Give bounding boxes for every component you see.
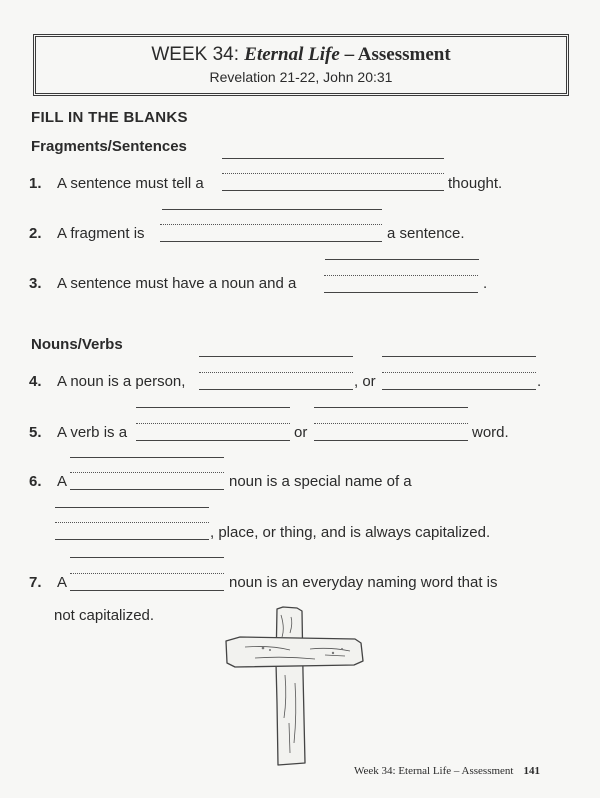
subsection-nouns-verbs: Nouns/Verbs xyxy=(31,336,123,353)
question-number: 7. xyxy=(29,574,42,591)
question-text: A xyxy=(57,574,68,591)
answer-guide-line xyxy=(70,457,224,458)
question-text: a sentence. xyxy=(387,225,465,242)
question-text: word. xyxy=(472,424,509,441)
answer-guide-line xyxy=(199,356,353,357)
page-title xyxy=(33,44,569,66)
question-text: thought. xyxy=(448,175,503,192)
title-dash: – xyxy=(339,44,358,65)
answer-blank[interactable] xyxy=(382,372,536,390)
question-number: 5. xyxy=(29,424,42,441)
question-text: A sentence must tell a xyxy=(57,175,204,192)
question-number: 2. xyxy=(29,225,42,242)
subsection-fragments-sentences: Fragments/Sentences xyxy=(31,138,187,155)
question-text: A sentence must have a noun and a xyxy=(57,275,297,292)
question-number: 1. xyxy=(29,175,42,192)
answer-blank[interactable] xyxy=(324,275,478,293)
question-text: A xyxy=(57,473,68,490)
question-text: A verb is a xyxy=(57,424,128,441)
answer-guide-line xyxy=(55,507,209,508)
question-text: . xyxy=(537,373,542,390)
question-text: A noun is a person, xyxy=(57,373,186,390)
question-text: or xyxy=(294,424,308,441)
answer-blank[interactable] xyxy=(55,522,209,540)
answer-blank[interactable] xyxy=(314,423,468,441)
question-text: . xyxy=(483,275,488,292)
question-text: not capitalized. xyxy=(54,607,155,624)
question-text: , place, or thing, and is always capitalized. xyxy=(210,524,491,541)
page-footer xyxy=(354,765,540,777)
answer-guide-line xyxy=(162,209,382,210)
footer-text: Week 34: Eternal Life – Assessment xyxy=(354,765,514,777)
answer-blank[interactable] xyxy=(222,173,444,191)
page-number: 141 xyxy=(523,765,540,777)
assessment-label: Assessment xyxy=(357,44,451,65)
cross-illustration xyxy=(215,603,375,768)
question-number: 6. xyxy=(29,473,42,490)
question-number: 3. xyxy=(29,275,42,292)
week-label: WEEK 34: xyxy=(151,44,239,65)
question-number: 4. xyxy=(29,373,42,390)
answer-blank[interactable] xyxy=(136,423,290,441)
answer-blank[interactable] xyxy=(160,224,382,242)
answer-blank[interactable] xyxy=(70,573,224,591)
answer-blank[interactable] xyxy=(70,472,224,490)
topic-label: Eternal Life xyxy=(244,44,340,65)
answer-guide-line xyxy=(314,407,468,408)
question-text: , or xyxy=(354,373,376,390)
question-text: noun is an everyday naming word that is xyxy=(229,574,498,591)
scripture-reference: Revelation 21-22, John 20:31 xyxy=(209,69,393,85)
answer-guide-line xyxy=(325,259,479,260)
answer-blank[interactable] xyxy=(199,372,353,390)
answer-guide-line xyxy=(222,158,444,159)
answer-guide-line xyxy=(70,557,224,558)
answer-guide-line xyxy=(382,356,536,357)
answer-guide-line xyxy=(136,407,290,408)
section-heading: FILL IN THE BLANKS xyxy=(31,109,188,126)
question-text: noun is a special name of a xyxy=(229,473,412,490)
question-text: A fragment is xyxy=(57,225,145,242)
